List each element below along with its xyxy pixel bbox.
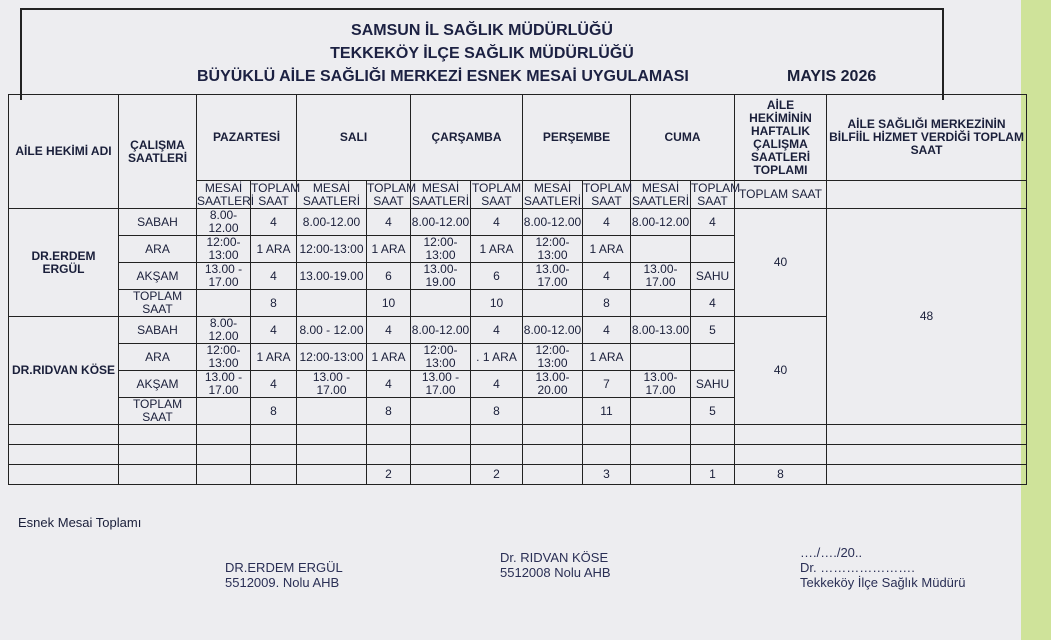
empty-cell — [297, 398, 367, 425]
cell: 4 — [367, 317, 411, 344]
cell: 4 — [583, 209, 631, 236]
empty-cell — [735, 445, 827, 465]
cell: 7 — [583, 371, 631, 398]
col-header-friday: CUMA — [631, 95, 735, 181]
cell: 8.00 - 12.00 — [297, 317, 367, 344]
cell: 1 ARA — [367, 344, 411, 371]
empty-cell — [367, 445, 411, 465]
subheader-total: TOPLAM SAAT — [583, 180, 633, 208]
col-header-doctor: AİLE HEKİMİ ADI — [9, 95, 119, 209]
empty-cell — [297, 290, 367, 317]
empty-cell — [197, 445, 251, 465]
subheader-weekly-total: TOPLAM SAAT — [735, 181, 827, 209]
cell: 12:00-13:00 — [523, 344, 583, 371]
doctor-name-1: DR.ERDEM ERGÜL — [9, 209, 119, 317]
cell: 6 — [367, 263, 411, 290]
cell: 13.00-17.00 — [523, 263, 583, 290]
cell: 8.00-13.00 — [631, 317, 691, 344]
cell: SAHU — [691, 263, 735, 290]
cell: 8 — [251, 290, 297, 317]
cell — [631, 236, 691, 263]
title-line-3: BÜYÜKLÜ AİLE SAĞLIĞI MERKEZİ ESNEK MESAİ UYGULAMASI — [197, 68, 689, 85]
empty-cell — [523, 398, 583, 425]
signature-name: DR.ERDEM ERGÜL — [225, 560, 343, 575]
cell: 4 — [471, 209, 523, 236]
empty-cell — [119, 445, 197, 465]
cell: 8.00-12.00 — [297, 209, 367, 236]
cell: 8.00-12.00 — [197, 317, 251, 344]
cell: 1 ARA — [367, 236, 411, 263]
cell: 12:00-13:00 — [297, 236, 367, 263]
empty-cell — [827, 445, 1027, 465]
shift-label: ARA — [119, 344, 197, 371]
cell: 8.00-12.00 — [523, 209, 583, 236]
cell: 12:00-13:00 — [197, 236, 251, 263]
empty-cell — [631, 425, 691, 445]
signature-2 — [500, 550, 611, 580]
empty-cell — [523, 290, 583, 317]
empty-cell — [827, 181, 1027, 209]
cell — [631, 344, 691, 371]
empty-cell — [197, 425, 251, 445]
empty-cell — [523, 445, 583, 465]
doctor-name-2: DR.RIDVAN KÖSE — [9, 317, 119, 425]
col-header-hours: ÇALIŞMA SAATLERİ — [119, 95, 197, 209]
empty-cell — [583, 425, 631, 445]
empty-cell — [827, 465, 1027, 485]
cell: 11 — [583, 398, 631, 425]
empty-cell — [251, 465, 297, 485]
flex-total-label: Esnek Mesai Toplamı — [18, 515, 142, 530]
flex-cell: 2 — [367, 465, 411, 485]
subheader-total: TOPLAM SAAT — [251, 180, 301, 208]
cell: 13.00-19.00 — [297, 263, 367, 290]
col-header-weekly: AİLE HEKİMİNİN HAFTALIK ÇALIŞMA SAATLERİ TOPLAMI — [735, 95, 827, 181]
empty-cell — [827, 425, 1027, 445]
subheader-shift: MESAİ SAATLERİ — [297, 181, 367, 209]
cell: 4 — [251, 263, 297, 290]
cell: 8.00-12.00 — [197, 209, 251, 236]
col-header-tuesday: SALI — [297, 95, 411, 181]
cell: 4 — [367, 209, 411, 236]
cell: 4 — [251, 371, 297, 398]
title-line-2: TEKKEKÖY İLÇE SAĞLIK MÜDÜRLÜĞÜ — [330, 45, 634, 62]
cell: 8.00-12.00 — [631, 209, 691, 236]
subheader-total: TOPLAM SAAT — [471, 180, 522, 208]
signature-date: …./…./20.. — [800, 545, 863, 560]
empty-cell — [523, 425, 583, 445]
subheader-total: TOPLAM SAAT — [691, 180, 741, 208]
cell: 10 — [367, 290, 411, 317]
col-header-monday: PAZARTESİ — [197, 95, 297, 181]
subheader-shift: MESAİ SAATLERİ — [411, 180, 470, 208]
empty-cell — [411, 398, 471, 425]
shift-label: SABAH — [119, 317, 197, 344]
cell: 1 ARA — [251, 236, 297, 263]
cell: 4 — [251, 317, 297, 344]
empty-cell — [297, 445, 367, 465]
subheader-shift: MESAİ SAATLERİ — [197, 180, 255, 208]
empty-cell — [9, 425, 119, 445]
cell: 1 ARA — [471, 236, 523, 263]
empty-cell — [119, 465, 197, 485]
title-line-1: SAMSUN İL SAĞLIK MÜDÜRLÜĞÜ — [351, 22, 613, 39]
document-header — [20, 8, 944, 100]
shift-label: SABAH — [119, 209, 197, 236]
empty-cell — [411, 465, 471, 485]
empty-cell — [197, 398, 251, 425]
cell: 8 — [367, 398, 411, 425]
empty-cell — [297, 425, 367, 445]
empty-cell — [691, 425, 735, 445]
empty-cell — [583, 445, 631, 465]
cell: 13.00 - 17.00 — [411, 371, 471, 398]
cell: 4 — [691, 290, 735, 317]
cell: 12:00-13:00 — [523, 236, 583, 263]
cell: 13.00-17.00 — [631, 371, 691, 398]
empty-cell — [471, 445, 523, 465]
cell: 8.00-12.00 — [523, 317, 583, 344]
cell: 1 ARA — [583, 344, 631, 371]
cell: 10 — [471, 290, 523, 317]
cell: 5 — [691, 398, 735, 425]
cell: 4 — [583, 263, 631, 290]
subheader-shift: MESAİ SAATLERİ — [631, 180, 690, 208]
shift-label: AKŞAM — [119, 371, 197, 398]
cell: 4 — [583, 317, 631, 344]
empty-cell — [631, 398, 691, 425]
empty-cell — [9, 465, 119, 485]
empty-cell — [297, 465, 367, 485]
col-header-center: AİLE SAĞLIĞI MERKEZİNİN BİLFİİL HİZMET VERDİĞİ TOPLAM SAAT — [827, 95, 1027, 181]
empty-cell — [9, 445, 119, 465]
cell: 13.00 - 17.00 — [197, 263, 251, 290]
cell: 1 ARA — [251, 344, 297, 371]
signature-1 — [225, 560, 343, 590]
empty-cell — [411, 290, 471, 317]
empty-cell — [471, 425, 523, 445]
cell: 13.00-17.00 — [631, 263, 691, 290]
empty-cell — [735, 425, 827, 445]
cell: 4 — [471, 317, 523, 344]
subheader-shift: MESAİ SAATLERİ — [523, 180, 582, 208]
empty-cell — [197, 465, 251, 485]
cell: 1 ARA — [583, 236, 631, 263]
flex-cell: 8 — [735, 465, 827, 485]
cell: 12:00-13:00 — [411, 344, 471, 371]
col-header-thursday: PERŞEMBE — [523, 95, 631, 181]
cell: 13.00-20.00 — [523, 371, 583, 398]
empty-cell — [251, 445, 297, 465]
center-total: 48 — [827, 209, 1027, 425]
empty-cell — [251, 425, 297, 445]
total-row-label: TOPLAM SAAT — [119, 290, 197, 317]
cell: 12:00-13:00 — [411, 236, 471, 263]
empty-cell — [411, 425, 471, 445]
cell: 8 — [471, 398, 523, 425]
empty-cell — [197, 290, 251, 317]
cell: 8 — [583, 290, 631, 317]
shift-label: AKŞAM — [119, 263, 197, 290]
empty-cell — [691, 445, 735, 465]
signature-3 — [800, 545, 965, 590]
subheader-total: TOPLAM SAAT — [367, 180, 417, 208]
cell: 4 — [251, 209, 297, 236]
empty-cell — [119, 425, 197, 445]
cell: 6 — [471, 263, 523, 290]
cell: 4 — [691, 209, 735, 236]
flex-cell: 3 — [583, 465, 631, 485]
schedule-table — [8, 94, 1027, 485]
cell: 8.00-12.00 — [411, 209, 471, 236]
signature-title: Tekkeköy İlçe Sağlık Müdürü — [800, 575, 966, 590]
empty-cell — [631, 290, 691, 317]
signature-name: Dr. RIDVAN KÖSE — [500, 550, 609, 565]
col-header-wednesday: ÇARŞAMBA — [411, 95, 523, 181]
weekly-total-1: 40 — [735, 209, 827, 317]
cell: 13.00-19.00 — [411, 263, 471, 290]
empty-cell — [411, 445, 471, 465]
flex-cell: 2 — [471, 465, 523, 485]
month-label: MAYIS 2026 — [787, 68, 877, 85]
cell: 5 — [691, 317, 735, 344]
empty-cell — [523, 465, 583, 485]
cell: 8 — [251, 398, 297, 425]
flex-cell: 1 — [691, 465, 735, 485]
cell: 12:00-13:00 — [197, 344, 251, 371]
cell: . 1 ARA — [471, 344, 523, 371]
signature-code: 5512008 Nolu AHB — [500, 565, 611, 580]
signature-code: 5512009. Nolu AHB — [225, 575, 340, 590]
cell: 8.00-12.00 — [411, 317, 471, 344]
total-row-label: TOPLAM SAAT — [119, 398, 197, 425]
cell: 4 — [367, 371, 411, 398]
cell: 13.00 - 17.00 — [297, 371, 367, 398]
empty-cell — [631, 445, 691, 465]
cell — [691, 344, 735, 371]
empty-cell — [631, 465, 691, 485]
cell: SAHU — [691, 371, 735, 398]
cell — [691, 236, 735, 263]
empty-cell — [367, 425, 411, 445]
signature-name: Dr. …………………. — [800, 560, 915, 575]
weekly-total-2: 40 — [735, 317, 827, 425]
shift-label: ARA — [119, 236, 197, 263]
cell: 12:00-13:00 — [297, 344, 367, 371]
cell: 4 — [471, 371, 523, 398]
cell: 13.00 - 17.00 — [197, 371, 251, 398]
